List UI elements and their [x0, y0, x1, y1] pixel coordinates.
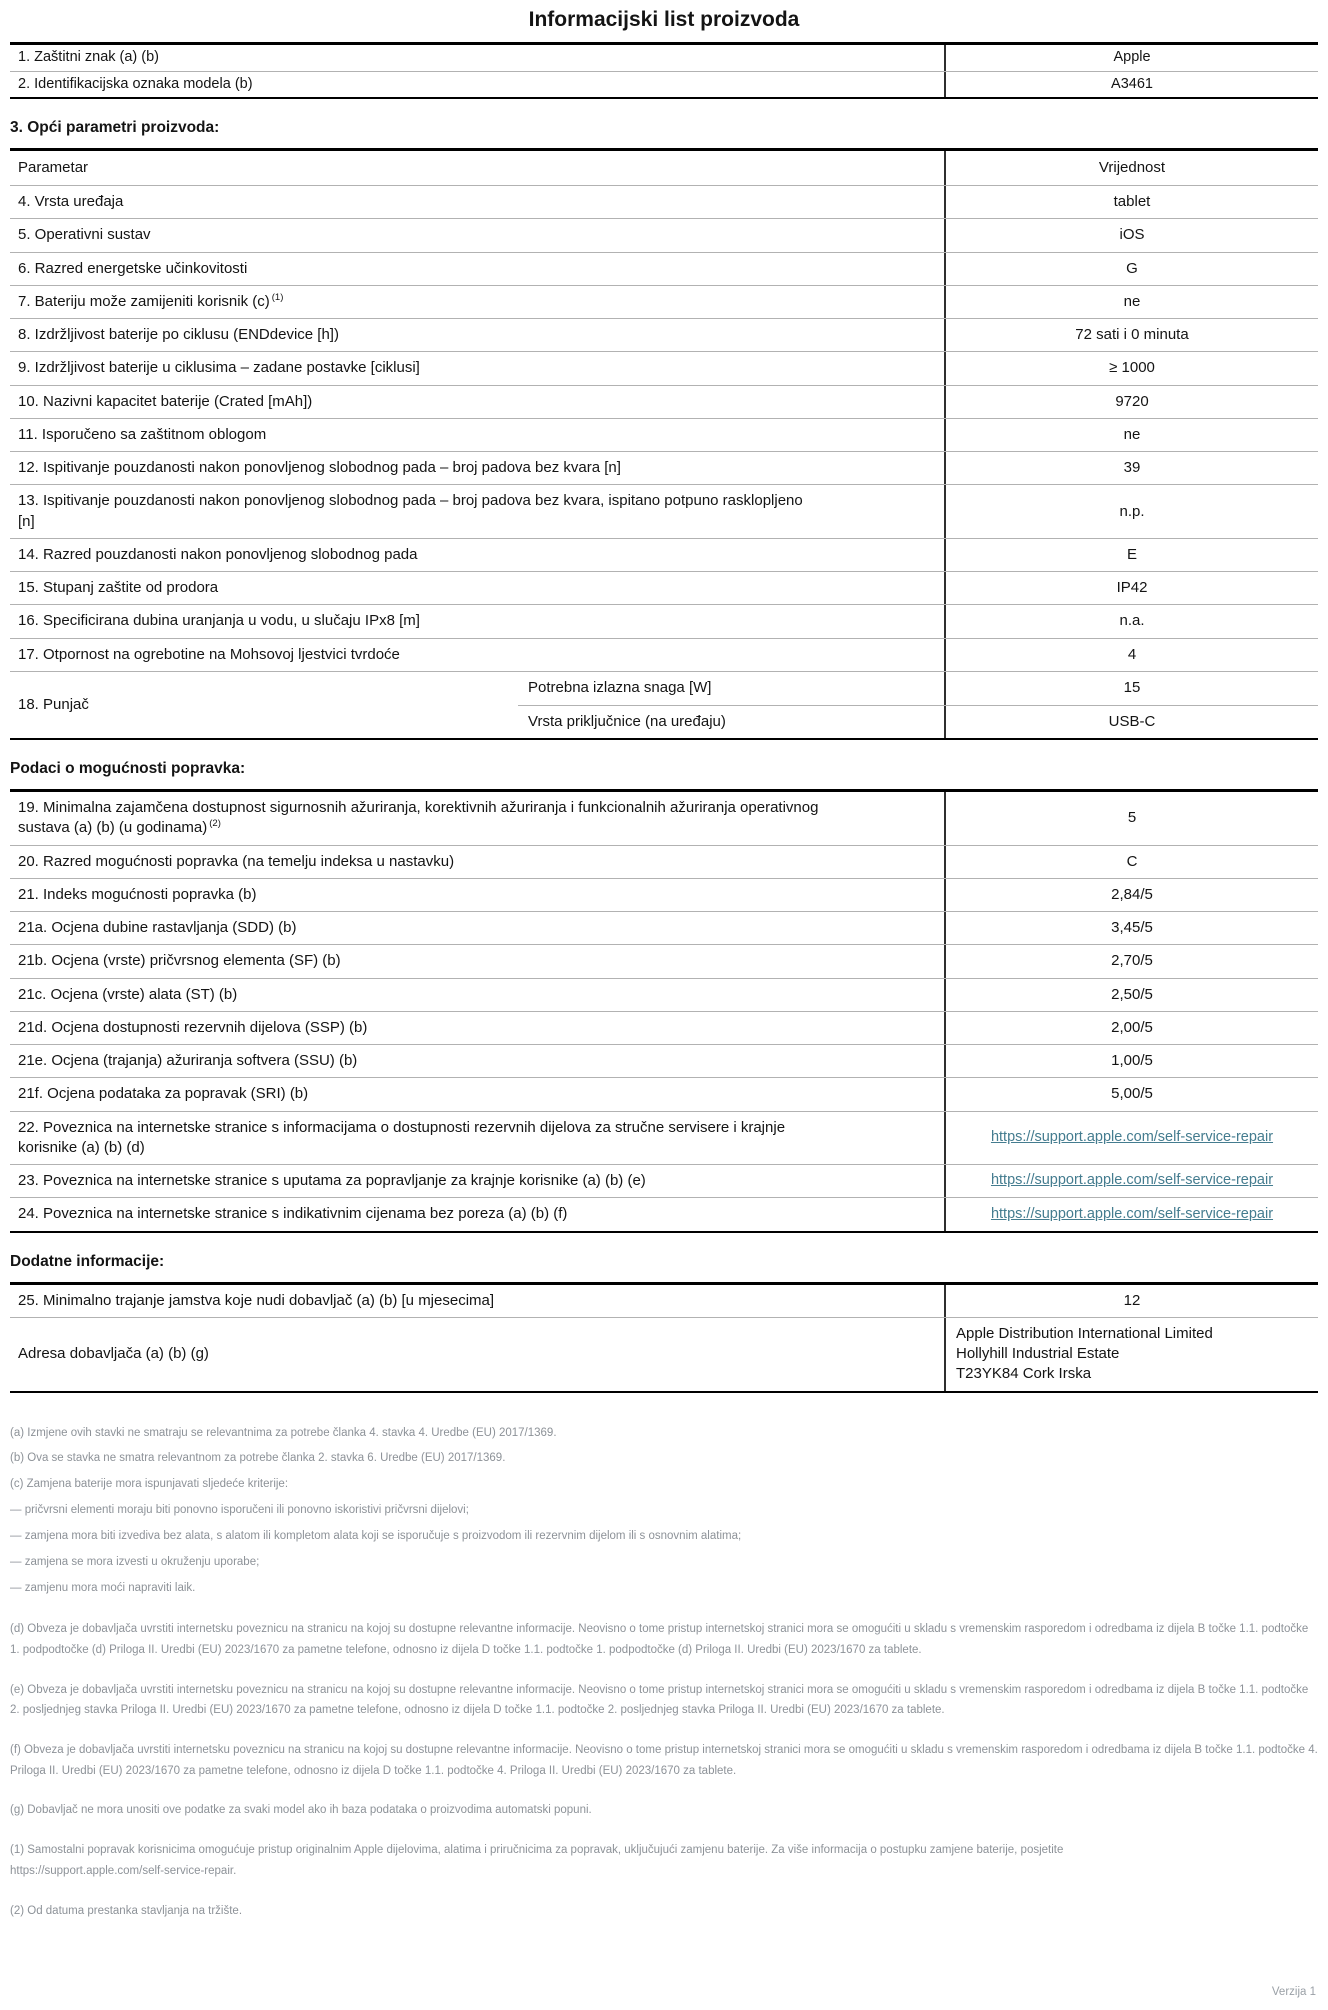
row-value — [944, 1112, 1318, 1165]
row-value: ne — [944, 419, 1318, 451]
row-value: 2,00/5 — [944, 1012, 1318, 1044]
section-heading-additional-info: Dodatne informacije: — [10, 1252, 165, 1270]
version-label: Verzija 1 — [1271, 1986, 1316, 1998]
row-label: 18. Punjač — [18, 695, 89, 713]
table-header-row — [10, 151, 1318, 185]
support-link[interactable]: https://support.apple.com/self-service-repair — [990, 1205, 1274, 1222]
row-value: ne — [944, 286, 1318, 318]
row-trademark — [10, 45, 1318, 71]
row-label: 19. Minimalna zajamčena dostupnost sigurnosnih ažuriranja, korektivnih ažuriranja i funkcionalnih ažuriranja operativnog sustava (a) (b) (u godinama) $^{(2)}$ — [18, 799, 819, 837]
row-sri-score — [10, 1077, 1318, 1110]
row-label: 6. Razred energetske učinkovitosti — [18, 259, 248, 277]
row-value: 1,00/5 — [944, 1045, 1318, 1077]
footnote-c: (c) Zamjena baterije mora ispunjavati sljedeće kriterije: — [10, 1478, 289, 1491]
subrow-label: Vrsta priključnice (na uređaju) — [528, 712, 726, 730]
footnote-f: (f) Obveza je dobavljača uvrstiti internetsku poveznicu na stranicu na kojoj su dostupne relevantne informacije. Neovisno o tome pristup internetskoj stranici mora se omogućiti u skladu s vremenskim rasporedom i odredbama iz dijela B točke 1.1. podtočke 4. Priloga II. Uredbi (EU) 2023/1670 za pametne telefone, odnosno iz dijela D točke 1.1. podtočke 4. Priloga II. Uredbi (EU) 2023/1670 za tablete. — [10, 1744, 1318, 1777]
row-scratch-resistance — [10, 638, 1318, 671]
row-value: n.a. — [944, 605, 1318, 637]
row-repair-instructions-link — [10, 1164, 1318, 1197]
column-header-value: Vrijednost — [944, 151, 1318, 185]
row-value: 12 — [944, 1285, 1318, 1317]
additional-info-table — [10, 1282, 1318, 1393]
row-label: 4. Vrsta uređaja — [18, 193, 124, 211]
row-value: 2,50/5 — [944, 979, 1318, 1011]
row-value: 5 — [944, 792, 1318, 845]
footnotes — [10, 1425, 1318, 1922]
row-ssu-score — [10, 1044, 1318, 1077]
row-repairability-class — [10, 845, 1318, 878]
row-label: 11. Isporučeno sa zaštitnom oblogom — [18, 425, 267, 443]
page-title: Informacijski list proizvoda — [528, 8, 800, 31]
row-label: 16. Specificirana dubina uranjanja u vodu, u slučaju IPx8 [m] — [18, 612, 420, 630]
row-ingress-protection — [10, 571, 1318, 604]
row-ssp-score — [10, 1011, 1318, 1044]
row-st-score — [10, 978, 1318, 1011]
row-label: 12. Ispitivanje pouzdanosti nakon ponovljenog slobodnog pada – broj padova bez kvara [n] — [18, 459, 621, 477]
row-label: 17. Otpornost na ogrebotine na Mohsovoj ljestvici tvrdoće — [18, 645, 400, 663]
row-label: 21a. Ocjena dubine rastavljanja (SDD) (b) — [18, 919, 297, 937]
row-value: 5,00/5 — [944, 1078, 1318, 1110]
row-label: 21. Indeks mogućnosti popravka (b) — [18, 885, 257, 903]
row-label: 14. Razred pouzdanosti nakon ponovljenog slobodnog pada — [18, 545, 418, 563]
footnote-reference: (2) — [209, 818, 221, 830]
row-label: Adresa dobavljača (a) (b) (g) — [18, 1345, 209, 1363]
row-free-fall-reliability-disassembled — [10, 484, 1318, 538]
row-label: 21c. Ocjena (vrste) alata (ST) (b) — [18, 985, 238, 1003]
row-value: C — [944, 846, 1318, 878]
row-value: Apple — [944, 45, 1318, 71]
row-value: 39 — [944, 452, 1318, 484]
row-label: 2. Identifikacijska oznaka modela (b) — [18, 75, 253, 92]
row-supplier-address — [10, 1317, 1318, 1391]
section-heading-repairability: Podaci o mogućnosti popravka: — [10, 760, 246, 778]
row-label: 5. Operativni sustav — [18, 226, 151, 244]
row-operating-system — [10, 218, 1318, 251]
row-label: 24. Poveznica na internetske stranice s indikativnim cijenama bez poreza (a) (b) (f) — [18, 1205, 568, 1223]
subrow-connector-type — [518, 705, 1318, 738]
row-label: 25. Minimalno trajanje jamstva koje nudi dobavljač (a) (b) [u mjesecima] — [18, 1291, 495, 1309]
row-label: 9. Izdržljivost baterije u ciklusima – zadane postavke [ciklusi] — [18, 359, 420, 377]
row-free-fall-class — [10, 538, 1318, 571]
row-sf-score — [10, 944, 1318, 977]
repairability-table — [10, 789, 1318, 1233]
row-value: E — [944, 539, 1318, 571]
row-label: 21b. Ocjena (vrste) pričvrsnog elementa (SF) (b) — [18, 952, 341, 970]
row-value — [944, 1198, 1318, 1230]
row-label: 20. Razred mogućnosti popravka (na temelju indeksa u nastavku) — [18, 852, 455, 870]
column-header-parameter: Parametar — [18, 159, 89, 176]
support-link[interactable]: https://support.apple.com/self-service-repair — [990, 1172, 1274, 1189]
footnote-1-url: https://support.apple.com/self-service-repair. — [10, 1864, 237, 1877]
row-label: 15. Stupanj zaštite od prodora — [18, 579, 219, 597]
row-label: 21d. Ocjena dostupnosti rezervnih dijelova (SSP) (b) — [18, 1018, 368, 1036]
row-label: 23. Poveznica na internetske stranice s uputama za popravljanje za krajnje korisnike (a) (b) (e) — [18, 1172, 646, 1190]
row-value: 3,45/5 — [944, 912, 1318, 944]
row-immersion-depth — [10, 604, 1318, 637]
row-battery-endurance-cycles — [10, 351, 1318, 384]
row-minimum-warranty — [10, 1285, 1318, 1317]
row-label: 1. Zaštitni znak (a) (b) — [18, 49, 160, 65]
row-label: 10. Nazivni kapacitet baterije (Crated [mAh]) — [18, 392, 313, 410]
row-value: G — [944, 253, 1318, 285]
row-sdd-score — [10, 911, 1318, 944]
row-device-type — [10, 185, 1318, 218]
row-repairability-index — [10, 878, 1318, 911]
row-label: 7. Bateriju može zamijeniti korisnik (c) $^{(1)}$ — [18, 291, 284, 310]
row-free-fall-reliability — [10, 451, 1318, 484]
row-value: n.p. — [944, 485, 1318, 538]
row-user-replaceable-battery — [10, 285, 1318, 318]
row-value: tablet — [944, 186, 1318, 218]
row-value — [944, 1165, 1318, 1197]
general-parameters-table — [10, 148, 1318, 740]
subrow-value: 15 — [944, 672, 1318, 705]
row-label: 13. Ispitivanje pouzdanosti nakon ponovljenog slobodnog pada – broj padova bez kvara, ispitano potpuno rasklopljeno [n] — [18, 492, 803, 530]
row-update-availability — [10, 792, 1318, 845]
row-value: A3461 — [944, 72, 1318, 98]
footnote-g: (g) Dobavljač ne mora unositi ove podatke za svaki model ako ih baza podataka o proizvodima automatski popuni. — [10, 1804, 592, 1817]
footnote-c-criterion-2: — zamjena mora biti izvediva bez alata, s alatom ili kompletom alata koji se isporučuje s proizvodom ili rezervnim dijelom ili s osnovnim alatima; — [10, 1529, 742, 1542]
footnote-1: (1) Samostalni popravak korisnicima omogućuje pristup originalnim Apple dijelovima, alatima i priručnicima za popravak, uključujući zamjenu baterije. Za više informacija o postupku zamjene baterije, posjetite https://support.apple.com/self-service-repair. — [10, 1840, 1318, 1881]
row-value: ≥ 1000 — [944, 352, 1318, 384]
section-heading-general-parameters: 3. Opći parametri proizvoda: — [10, 119, 220, 137]
row-label: 8. Izdržljivost baterije po ciklusu (ENDdevice [h]) — [18, 326, 339, 344]
row-value: 72 sati i 0 minuta — [944, 319, 1318, 351]
footnote-c-criterion-4: — zamjenu mora moći napraviti laik. — [10, 1581, 196, 1594]
supplier-address: Apple Distribution International Limited Hollyhill Industrial Estate T23YK84 Cork Irska — [944, 1318, 1318, 1391]
footnote-c-criterion-1: — pričvrsni elementi moraju biti ponovno isporučeni ili ponovno iskoristivi pričvrsni dijelovi; — [10, 1504, 469, 1517]
row-label: 21e. Ocjena (trajanja) ažuriranja softvera (SSU) (b) — [18, 1052, 358, 1070]
footnote-a: (a) Izmjene ovih stavki ne smatraju se relevantnima za potrebe članka 4. stavka 4. Uredbe (EU) 2017/1369. — [10, 1426, 557, 1439]
row-value: IP42 — [944, 572, 1318, 604]
row-value: 9720 — [944, 386, 1318, 418]
footnote-c-criterion-3: — zamjena se mora izvesti u okruženju uporabe; — [10, 1555, 260, 1568]
row-spare-parts-link — [10, 1111, 1318, 1165]
row-value: iOS — [944, 219, 1318, 251]
row-label: 21f. Ocjena podataka za popravak (SRI) (b) — [18, 1085, 309, 1103]
subrow-label: Potrebna izlazna snaga [W] — [528, 679, 712, 697]
footnote-reference: (1) — [271, 291, 284, 303]
row-protective-cover — [10, 418, 1318, 451]
charger-subrows — [518, 672, 1318, 738]
footnote-e: (e) Obveza je dobavljača uvrstiti internetsku poveznicu na stranicu na kojoj su dostupne relevantne informacije. Neovisno o tome pristup internetskoj stranici mora se omogućiti u skladu s vremenskim rasporedom i odredbama iz dijela B točke 1.1. podtočke 2. posljednjeg stavka Priloga II. Uredbi (EU) 2023/1670 za pametne telefone, odnosno iz dijela D točke 1.1. podtočke 2. posljednjeg stavka Priloga II. Uredbi (EU) 2023/1670 za tablete. — [10, 1683, 1309, 1717]
row-energy-class — [10, 252, 1318, 285]
subrow-output-power — [518, 672, 1318, 705]
row-model-identifier — [10, 71, 1318, 98]
support-link[interactable]: https://support.apple.com/self-service-repair — [990, 1129, 1274, 1146]
row-value: 2,84/5 — [944, 879, 1318, 911]
row-value: 4 — [944, 639, 1318, 671]
row-battery-endurance-per-cycle — [10, 318, 1318, 351]
subrow-value: USB-C — [944, 706, 1318, 738]
footnote-b: (b) Ova se stavka ne smatra relevantnom za potrebe članka 2. stavka 6. Uredbe (EU) 2017/1369. — [10, 1452, 506, 1465]
identification-table — [10, 42, 1318, 99]
row-value: 2,70/5 — [944, 945, 1318, 977]
row-indicative-prices-link — [10, 1197, 1318, 1230]
footnote-d: (d) Obveza je dobavljača uvrstiti internetsku poveznicu na stranicu na kojoj su dostupne relevantne informacije. Neovisno o tome pristup internetskoj stranici mora se omogućiti u skladu s vremenskim rasporedom i odredbama iz dijela B točke 1.1. podtočke 1. podpodtočke (d) Priloga II. Uredbi (EU) 2023/1670 za pametne telefone, odnosno iz dijela D točke 1.1. podtočke 1. podpodtočke (d) Priloga II. Uredbi (EU) 2023/1670 za tablete. — [10, 1623, 1309, 1656]
row-label: 22. Poveznica na internetske stranice s informacijama o dostupnosti rezervnih dijelova za stručne servisere i krajnje korisnike (a) (b) (d) — [18, 1118, 786, 1156]
row-charger — [10, 671, 1318, 738]
footnote-2: (2) Od datuma prestanka stavljanja na tržište. — [10, 1904, 243, 1917]
row-battery-capacity — [10, 385, 1318, 418]
